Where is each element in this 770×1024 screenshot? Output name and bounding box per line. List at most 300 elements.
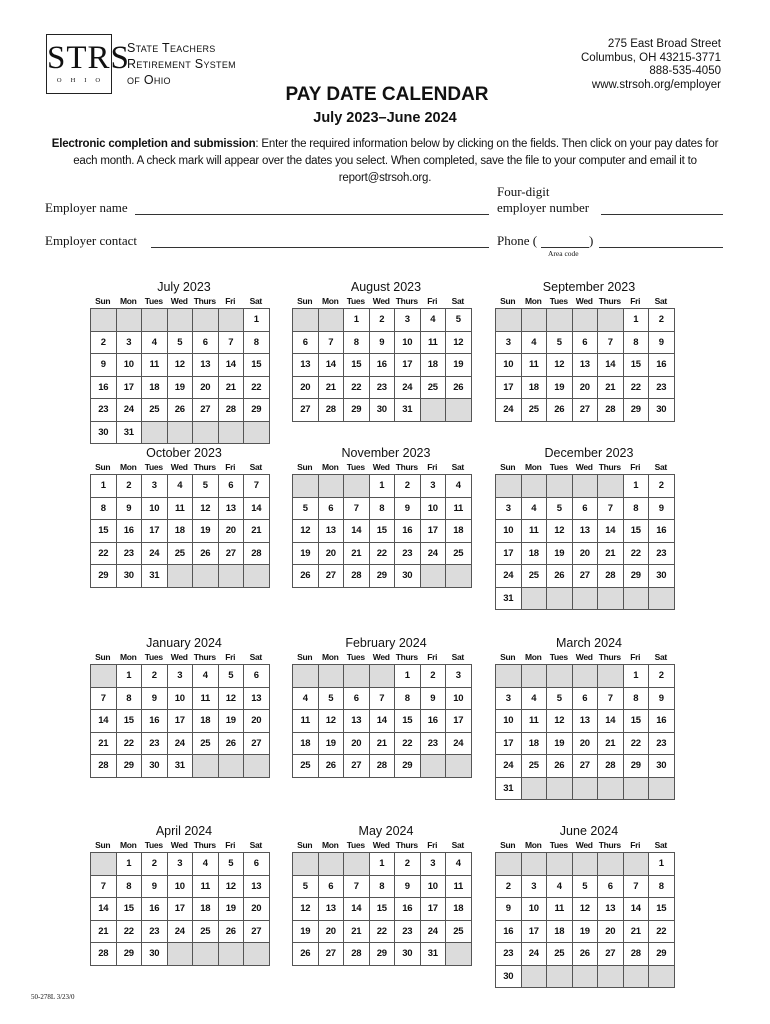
day-cell[interactable]: 23 <box>496 943 522 966</box>
day-cell[interactable]: 27 <box>573 755 599 778</box>
day-cell[interactable]: 9 <box>395 876 421 899</box>
day-cell[interactable]: 31 <box>168 755 194 778</box>
day-cell[interactable]: 6 <box>319 498 345 521</box>
day-cell[interactable]: 13 <box>319 520 345 543</box>
day-cell[interactable]: 18 <box>168 520 194 543</box>
day-cell[interactable]: 24 <box>446 733 472 756</box>
day-cell[interactable]: 23 <box>421 733 447 756</box>
day-cell[interactable]: 9 <box>117 498 143 521</box>
day-cell[interactable]: 23 <box>370 377 396 400</box>
day-cell[interactable]: 31 <box>421 943 447 966</box>
day-cell[interactable]: 11 <box>522 520 548 543</box>
day-cell[interactable]: 21 <box>598 377 624 400</box>
day-cell[interactable]: 17 <box>168 710 194 733</box>
day-cell[interactable]: 6 <box>598 876 624 899</box>
day-cell[interactable]: 21 <box>370 733 396 756</box>
day-cell[interactable]: 24 <box>142 543 168 566</box>
day-cell[interactable]: 20 <box>244 710 270 733</box>
day-cell[interactable]: 7 <box>91 688 117 711</box>
day-cell[interactable]: 28 <box>344 565 370 588</box>
day-cell[interactable]: 4 <box>522 332 548 355</box>
day-cell[interactable]: 28 <box>370 755 396 778</box>
day-cell[interactable]: 25 <box>522 399 548 422</box>
day-cell[interactable]: 10 <box>446 688 472 711</box>
day-cell[interactable]: 26 <box>293 565 319 588</box>
day-cell[interactable]: 12 <box>219 688 245 711</box>
day-cell[interactable]: 21 <box>344 921 370 944</box>
day-cell[interactable]: 16 <box>649 710 675 733</box>
day-cell[interactable]: 17 <box>496 733 522 756</box>
day-cell[interactable]: 5 <box>547 332 573 355</box>
day-cell[interactable]: 7 <box>244 475 270 498</box>
day-cell[interactable]: 12 <box>573 898 599 921</box>
day-cell[interactable]: 30 <box>142 755 168 778</box>
day-cell[interactable]: 18 <box>193 710 219 733</box>
day-cell[interactable]: 15 <box>624 710 650 733</box>
day-cell[interactable]: 10 <box>421 876 447 899</box>
day-cell[interactable]: 1 <box>395 665 421 688</box>
day-cell[interactable]: 24 <box>496 399 522 422</box>
day-cell[interactable]: 10 <box>142 498 168 521</box>
day-cell[interactable]: 8 <box>395 688 421 711</box>
day-cell[interactable]: 12 <box>168 354 194 377</box>
day-cell[interactable]: 13 <box>293 354 319 377</box>
day-cell[interactable]: 6 <box>219 475 245 498</box>
day-cell[interactable]: 9 <box>142 876 168 899</box>
day-cell[interactable]: 21 <box>91 733 117 756</box>
day-cell[interactable]: 19 <box>219 710 245 733</box>
day-cell[interactable]: 5 <box>446 309 472 332</box>
day-cell[interactable]: 11 <box>293 710 319 733</box>
day-cell[interactable]: 2 <box>117 475 143 498</box>
day-cell[interactable]: 28 <box>91 755 117 778</box>
day-cell[interactable]: 3 <box>395 309 421 332</box>
day-cell[interactable]: 1 <box>344 309 370 332</box>
day-cell[interactable]: 11 <box>193 688 219 711</box>
day-cell[interactable]: 22 <box>91 543 117 566</box>
day-cell[interactable]: 16 <box>395 520 421 543</box>
day-cell[interactable]: 29 <box>91 565 117 588</box>
day-cell[interactable]: 28 <box>598 399 624 422</box>
day-cell[interactable]: 24 <box>496 565 522 588</box>
day-cell[interactable]: 30 <box>649 755 675 778</box>
day-cell[interactable]: 22 <box>117 733 143 756</box>
day-cell[interactable]: 19 <box>293 921 319 944</box>
day-cell[interactable]: 25 <box>522 755 548 778</box>
day-cell[interactable]: 9 <box>649 332 675 355</box>
day-cell[interactable]: 18 <box>522 733 548 756</box>
day-cell[interactable]: 22 <box>370 921 396 944</box>
day-cell[interactable]: 13 <box>344 710 370 733</box>
day-cell[interactable]: 30 <box>91 422 117 445</box>
day-cell[interactable]: 8 <box>624 332 650 355</box>
day-cell[interactable]: 20 <box>573 377 599 400</box>
day-cell[interactable]: 25 <box>193 733 219 756</box>
day-cell[interactable]: 7 <box>344 876 370 899</box>
day-cell[interactable]: 31 <box>395 399 421 422</box>
day-cell[interactable]: 26 <box>193 543 219 566</box>
day-cell[interactable]: 29 <box>370 565 396 588</box>
day-cell[interactable]: 16 <box>142 710 168 733</box>
day-cell[interactable]: 13 <box>193 354 219 377</box>
day-cell[interactable]: 20 <box>293 377 319 400</box>
day-cell[interactable]: 12 <box>319 710 345 733</box>
day-cell[interactable]: 30 <box>142 943 168 966</box>
day-cell[interactable]: 8 <box>91 498 117 521</box>
day-cell[interactable]: 5 <box>547 498 573 521</box>
day-cell[interactable]: 4 <box>193 853 219 876</box>
day-cell[interactable]: 1 <box>370 475 396 498</box>
day-cell[interactable]: 19 <box>573 921 599 944</box>
day-cell[interactable]: 20 <box>219 520 245 543</box>
day-cell[interactable]: 25 <box>168 543 194 566</box>
day-cell[interactable]: 12 <box>193 498 219 521</box>
day-cell[interactable]: 28 <box>598 755 624 778</box>
day-cell[interactable]: 15 <box>244 354 270 377</box>
day-cell[interactable]: 17 <box>446 710 472 733</box>
day-cell[interactable]: 5 <box>168 332 194 355</box>
day-cell[interactable]: 15 <box>344 354 370 377</box>
day-cell[interactable]: 28 <box>598 565 624 588</box>
day-cell[interactable]: 1 <box>117 665 143 688</box>
day-cell[interactable]: 21 <box>91 921 117 944</box>
day-cell[interactable]: 25 <box>193 921 219 944</box>
day-cell[interactable]: 21 <box>244 520 270 543</box>
day-cell[interactable]: 19 <box>547 733 573 756</box>
day-cell[interactable]: 18 <box>142 377 168 400</box>
day-cell[interactable]: 3 <box>496 332 522 355</box>
day-cell[interactable]: 20 <box>573 543 599 566</box>
day-cell[interactable]: 5 <box>219 665 245 688</box>
day-cell[interactable]: 2 <box>370 309 396 332</box>
day-cell[interactable]: 23 <box>649 377 675 400</box>
day-cell[interactable]: 6 <box>193 332 219 355</box>
day-cell[interactable]: 10 <box>496 710 522 733</box>
day-cell[interactable]: 30 <box>395 943 421 966</box>
day-cell[interactable]: 16 <box>117 520 143 543</box>
day-cell[interactable]: 21 <box>219 377 245 400</box>
day-cell[interactable]: 16 <box>395 898 421 921</box>
day-cell[interactable]: 17 <box>142 520 168 543</box>
day-cell[interactable]: 29 <box>370 943 396 966</box>
day-cell[interactable]: 27 <box>193 399 219 422</box>
day-cell[interactable]: 22 <box>624 733 650 756</box>
day-cell[interactable]: 8 <box>624 498 650 521</box>
day-cell[interactable]: 29 <box>344 399 370 422</box>
day-cell[interactable]: 27 <box>219 543 245 566</box>
day-cell[interactable]: 18 <box>421 354 447 377</box>
day-cell[interactable]: 14 <box>624 898 650 921</box>
day-cell[interactable]: 17 <box>421 898 447 921</box>
day-cell[interactable]: 14 <box>598 520 624 543</box>
day-cell[interactable]: 2 <box>91 332 117 355</box>
day-cell[interactable]: 13 <box>573 354 599 377</box>
day-cell[interactable]: 23 <box>117 543 143 566</box>
day-cell[interactable]: 22 <box>624 543 650 566</box>
day-cell[interactable]: 26 <box>219 733 245 756</box>
day-cell[interactable]: 26 <box>293 943 319 966</box>
day-cell[interactable]: 26 <box>446 377 472 400</box>
day-cell[interactable]: 24 <box>168 921 194 944</box>
day-cell[interactable]: 4 <box>522 688 548 711</box>
day-cell[interactable]: 10 <box>395 332 421 355</box>
day-cell[interactable]: 16 <box>496 921 522 944</box>
day-cell[interactable]: 14 <box>219 354 245 377</box>
day-cell[interactable]: 3 <box>496 688 522 711</box>
day-cell[interactable]: 18 <box>522 543 548 566</box>
day-cell[interactable]: 15 <box>91 520 117 543</box>
day-cell[interactable]: 14 <box>91 898 117 921</box>
day-cell[interactable]: 17 <box>421 520 447 543</box>
day-cell[interactable]: 1 <box>649 853 675 876</box>
day-cell[interactable]: 14 <box>598 710 624 733</box>
day-cell[interactable]: 11 <box>168 498 194 521</box>
day-cell[interactable]: 4 <box>522 498 548 521</box>
day-cell[interactable]: 12 <box>446 332 472 355</box>
day-cell[interactable]: 30 <box>496 966 522 989</box>
day-cell[interactable]: 20 <box>244 898 270 921</box>
day-cell[interactable]: 15 <box>117 898 143 921</box>
day-cell[interactable]: 22 <box>624 377 650 400</box>
day-cell[interactable]: 25 <box>446 543 472 566</box>
day-cell[interactable]: 6 <box>573 688 599 711</box>
day-cell[interactable]: 2 <box>649 665 675 688</box>
day-cell[interactable]: 8 <box>624 688 650 711</box>
day-cell[interactable]: 23 <box>91 399 117 422</box>
day-cell[interactable]: 12 <box>547 710 573 733</box>
day-cell[interactable]: 16 <box>91 377 117 400</box>
day-cell[interactable]: 29 <box>117 943 143 966</box>
day-cell[interactable]: 16 <box>370 354 396 377</box>
day-cell[interactable]: 15 <box>117 710 143 733</box>
day-cell[interactable]: 17 <box>168 898 194 921</box>
day-cell[interactable]: 23 <box>649 733 675 756</box>
day-cell[interactable]: 17 <box>496 543 522 566</box>
day-cell[interactable]: 23 <box>142 921 168 944</box>
day-cell[interactable]: 5 <box>219 853 245 876</box>
day-cell[interactable]: 7 <box>91 876 117 899</box>
day-cell[interactable]: 15 <box>370 520 396 543</box>
day-cell[interactable]: 7 <box>598 688 624 711</box>
day-cell[interactable]: 3 <box>496 498 522 521</box>
day-cell[interactable]: 22 <box>649 921 675 944</box>
day-cell[interactable]: 18 <box>522 377 548 400</box>
day-cell[interactable]: 9 <box>649 688 675 711</box>
day-cell[interactable]: 13 <box>573 710 599 733</box>
day-cell[interactable]: 18 <box>446 520 472 543</box>
day-cell[interactable]: 25 <box>547 943 573 966</box>
day-cell[interactable]: 7 <box>344 498 370 521</box>
day-cell[interactable]: 12 <box>293 898 319 921</box>
day-cell[interactable]: 27 <box>598 943 624 966</box>
day-cell[interactable]: 25 <box>293 755 319 778</box>
day-cell[interactable]: 19 <box>168 377 194 400</box>
day-cell[interactable]: 14 <box>319 354 345 377</box>
day-cell[interactable]: 3 <box>421 853 447 876</box>
day-cell[interactable]: 29 <box>624 755 650 778</box>
day-cell[interactable]: 22 <box>344 377 370 400</box>
day-cell[interactable]: 24 <box>395 377 421 400</box>
day-cell[interactable]: 31 <box>142 565 168 588</box>
day-cell[interactable]: 20 <box>193 377 219 400</box>
day-cell[interactable]: 2 <box>142 853 168 876</box>
day-cell[interactable]: 12 <box>547 520 573 543</box>
day-cell[interactable]: 9 <box>496 898 522 921</box>
day-cell[interactable]: 27 <box>573 399 599 422</box>
day-cell[interactable]: 26 <box>168 399 194 422</box>
day-cell[interactable]: 20 <box>344 733 370 756</box>
day-cell[interactable]: 15 <box>649 898 675 921</box>
day-cell[interactable]: 5 <box>547 688 573 711</box>
day-cell[interactable]: 7 <box>319 332 345 355</box>
day-cell[interactable]: 23 <box>395 921 421 944</box>
day-cell[interactable]: 13 <box>219 498 245 521</box>
day-cell[interactable]: 7 <box>598 332 624 355</box>
day-cell[interactable]: 29 <box>649 943 675 966</box>
day-cell[interactable]: 26 <box>219 921 245 944</box>
day-cell[interactable]: 19 <box>319 733 345 756</box>
day-cell[interactable]: 22 <box>395 733 421 756</box>
day-cell[interactable]: 16 <box>421 710 447 733</box>
day-cell[interactable]: 13 <box>319 898 345 921</box>
day-cell[interactable]: 15 <box>624 354 650 377</box>
day-cell[interactable]: 11 <box>446 876 472 899</box>
day-cell[interactable]: 2 <box>649 309 675 332</box>
day-cell[interactable]: 3 <box>142 475 168 498</box>
day-cell[interactable]: 21 <box>624 921 650 944</box>
day-cell[interactable]: 26 <box>319 755 345 778</box>
day-cell[interactable]: 6 <box>573 498 599 521</box>
day-cell[interactable]: 14 <box>344 898 370 921</box>
day-cell[interactable]: 7 <box>219 332 245 355</box>
day-cell[interactable]: 28 <box>624 943 650 966</box>
day-cell[interactable]: 16 <box>142 898 168 921</box>
day-cell[interactable]: 9 <box>421 688 447 711</box>
day-cell[interactable]: 18 <box>193 898 219 921</box>
day-cell[interactable]: 24 <box>421 921 447 944</box>
day-cell[interactable]: 6 <box>244 853 270 876</box>
day-cell[interactable]: 13 <box>244 688 270 711</box>
day-cell[interactable]: 26 <box>547 565 573 588</box>
day-cell[interactable]: 20 <box>319 543 345 566</box>
day-cell[interactable]: 21 <box>598 543 624 566</box>
day-cell[interactable]: 29 <box>244 399 270 422</box>
day-cell[interactable]: 3 <box>168 853 194 876</box>
day-cell[interactable]: 23 <box>395 543 421 566</box>
day-cell[interactable]: 17 <box>117 377 143 400</box>
day-cell[interactable]: 17 <box>395 354 421 377</box>
day-cell[interactable]: 8 <box>370 498 396 521</box>
day-cell[interactable]: 14 <box>598 354 624 377</box>
day-cell[interactable]: 1 <box>244 309 270 332</box>
day-cell[interactable]: 27 <box>244 921 270 944</box>
day-cell[interactable]: 3 <box>522 876 548 899</box>
day-cell[interactable]: 9 <box>91 354 117 377</box>
day-cell[interactable]: 11 <box>522 710 548 733</box>
day-cell[interactable]: 8 <box>117 688 143 711</box>
day-cell[interactable]: 6 <box>319 876 345 899</box>
day-cell[interactable]: 14 <box>244 498 270 521</box>
day-cell[interactable]: 10 <box>168 688 194 711</box>
day-cell[interactable]: 27 <box>293 399 319 422</box>
day-cell[interactable]: 8 <box>344 332 370 355</box>
day-cell[interactable]: 13 <box>573 520 599 543</box>
day-cell[interactable]: 5 <box>573 876 599 899</box>
day-cell[interactable]: 23 <box>142 733 168 756</box>
day-cell[interactable]: 9 <box>395 498 421 521</box>
day-cell[interactable]: 10 <box>522 898 548 921</box>
day-cell[interactable]: 16 <box>649 354 675 377</box>
day-cell[interactable]: 9 <box>370 332 396 355</box>
day-cell[interactable]: 19 <box>219 898 245 921</box>
day-cell[interactable]: 6 <box>573 332 599 355</box>
day-cell[interactable]: 24 <box>522 943 548 966</box>
day-cell[interactable]: 10 <box>168 876 194 899</box>
day-cell[interactable]: 18 <box>293 733 319 756</box>
employer-contact-field[interactable] <box>151 247 489 248</box>
day-cell[interactable]: 27 <box>244 733 270 756</box>
phone-number-field[interactable] <box>599 247 723 248</box>
day-cell[interactable]: 16 <box>649 520 675 543</box>
day-cell[interactable]: 8 <box>649 876 675 899</box>
day-cell[interactable]: 26 <box>547 755 573 778</box>
day-cell[interactable]: 31 <box>117 422 143 445</box>
day-cell[interactable]: 29 <box>624 565 650 588</box>
day-cell[interactable]: 12 <box>293 520 319 543</box>
day-cell[interactable]: 2 <box>395 475 421 498</box>
day-cell[interactable]: 4 <box>446 853 472 876</box>
day-cell[interactable]: 6 <box>244 665 270 688</box>
phone-area-code-field[interactable] <box>541 247 589 248</box>
day-cell[interactable]: 26 <box>573 943 599 966</box>
day-cell[interactable]: 30 <box>649 565 675 588</box>
day-cell[interactable]: 27 <box>344 755 370 778</box>
day-cell[interactable]: 30 <box>370 399 396 422</box>
day-cell[interactable]: 11 <box>547 898 573 921</box>
day-cell[interactable]: 15 <box>624 520 650 543</box>
day-cell[interactable]: 20 <box>573 733 599 756</box>
day-cell[interactable]: 5 <box>293 498 319 521</box>
day-cell[interactable]: 2 <box>496 876 522 899</box>
day-cell[interactable]: 21 <box>319 377 345 400</box>
day-cell[interactable]: 5 <box>293 876 319 899</box>
day-cell[interactable]: 30 <box>117 565 143 588</box>
day-cell[interactable]: 31 <box>496 588 522 611</box>
day-cell[interactable]: 19 <box>446 354 472 377</box>
day-cell[interactable]: 18 <box>547 921 573 944</box>
day-cell[interactable]: 18 <box>446 898 472 921</box>
day-cell[interactable]: 24 <box>421 543 447 566</box>
day-cell[interactable]: 14 <box>344 520 370 543</box>
day-cell[interactable]: 2 <box>421 665 447 688</box>
day-cell[interactable]: 15 <box>395 710 421 733</box>
day-cell[interactable]: 11 <box>142 354 168 377</box>
day-cell[interactable]: 1 <box>624 309 650 332</box>
day-cell[interactable]: 20 <box>598 921 624 944</box>
day-cell[interactable]: 28 <box>344 943 370 966</box>
day-cell[interactable]: 7 <box>370 688 396 711</box>
day-cell[interactable]: 27 <box>319 943 345 966</box>
day-cell[interactable]: 30 <box>649 399 675 422</box>
day-cell[interactable]: 22 <box>370 543 396 566</box>
day-cell[interactable]: 11 <box>522 354 548 377</box>
day-cell[interactable]: 10 <box>117 354 143 377</box>
day-cell[interactable]: 29 <box>395 755 421 778</box>
employer-name-field[interactable] <box>135 214 489 215</box>
day-cell[interactable]: 13 <box>244 876 270 899</box>
day-cell[interactable]: 19 <box>293 543 319 566</box>
day-cell[interactable]: 11 <box>446 498 472 521</box>
